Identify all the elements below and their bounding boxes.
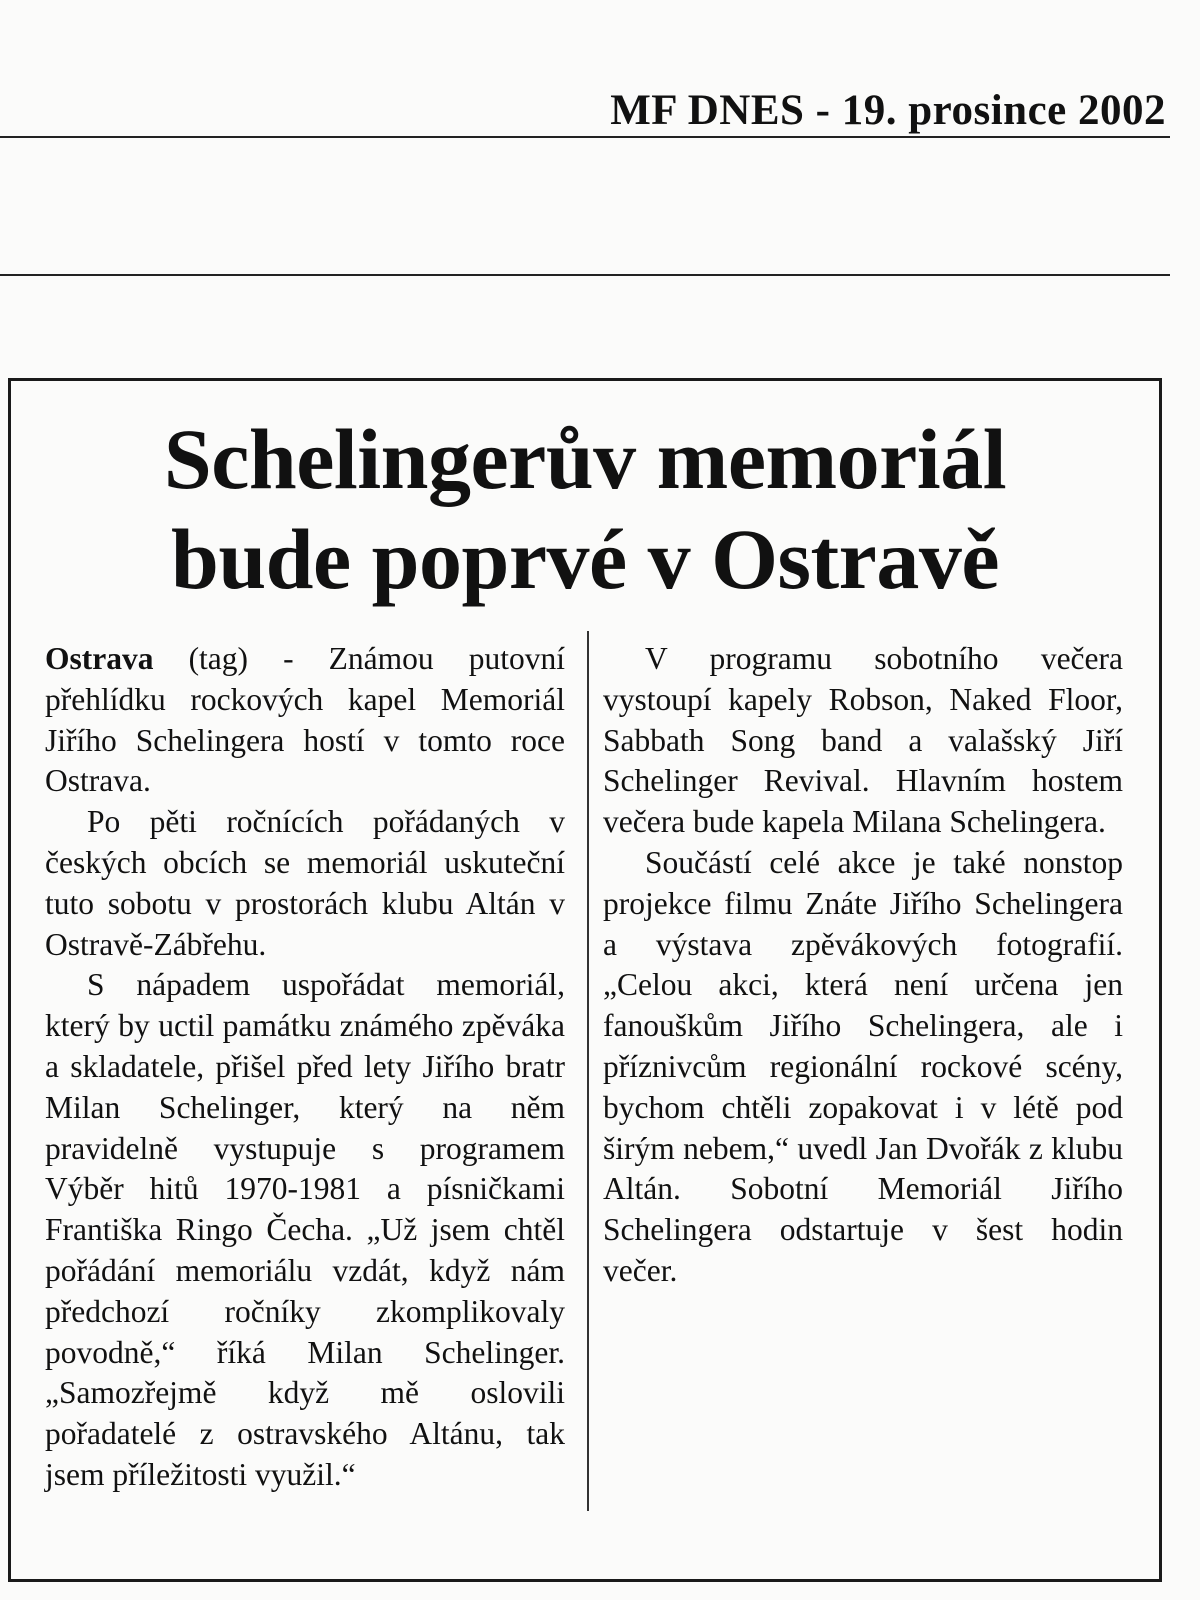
newspaper-masthead [0,84,1170,138]
paragraph-1 [45,639,565,802]
page-divider-rule [0,274,1170,276]
paragraph-4: V programu sobotního večera vystoupí kapely Robson, Naked Floor, Sabbath Song band a valašský Jiří Schelinger Revival. Hlavním hostem večera bude kapela Milana Schelingera. [603,641,1123,840]
headline-line-1: Schelingerův memoriál [163,411,1007,507]
article-headline [11,409,1159,609]
paragraph-1-text: (tag) - Známou putovní přehlídku rockových kapel Memoriál Jiřího Schelingera hostí v tomto roce Ostrava. [45,641,565,799]
bleed-through-background [0,280,1170,390]
column-divider [587,631,589,1511]
article-column-left [45,639,565,1496]
masthead-title: MF DNES - 19. prosince 2002 [610,87,1166,134]
headline-line-2: bude poprvé v Ostravě [171,511,999,607]
paragraph-3: S nápadem uspořádat memoriál, který by uctil památku známého zpěváka a skladatele, přišel před lety Jiřího bratr Milan Schelinger, který na něm pravidelně vystupuje s programem Výběr hitů 1970-1981 a písničkami Františka Ringo Čecha. „Už jsem chtěl pořádání memoriálu vzdát, když nám předchozí ročníky zkomplikovaly povodně,“ říká Milan Schelinger. „Samozřejmě když mě oslovili pořadatelé z ostravského Altánu, tak jsem příležitosti využil.“ [45,967,565,1492]
paragraph-2: Po pěti ročnících pořádaných v českých obcích se memoriál uskuteční tuto sobotu v prostorách klubu Altán v Ostravě-Zábřehu. [45,804,565,962]
article-column-right [603,639,1123,1292]
paragraph-5: Součástí celé akce je také nonstop projekce filmu Znáte Jiřího Schelingera a výstava zpěvákových fotografií. „Celou akci, která není určena jen fanouškům Jiřího Schelingera, ale i příznivcům regionální rockové scény, bychom chtěli zopakovat i v létě pod širým nebem,“ uvedl Jan Dvořák z klubu Altán. Sobotní Memoriál Jiřího Schelingera odstartuje v šest hodin večer. [603,844,1123,1288]
dateline: Ostrava [45,641,154,676]
article-box [8,378,1162,1582]
